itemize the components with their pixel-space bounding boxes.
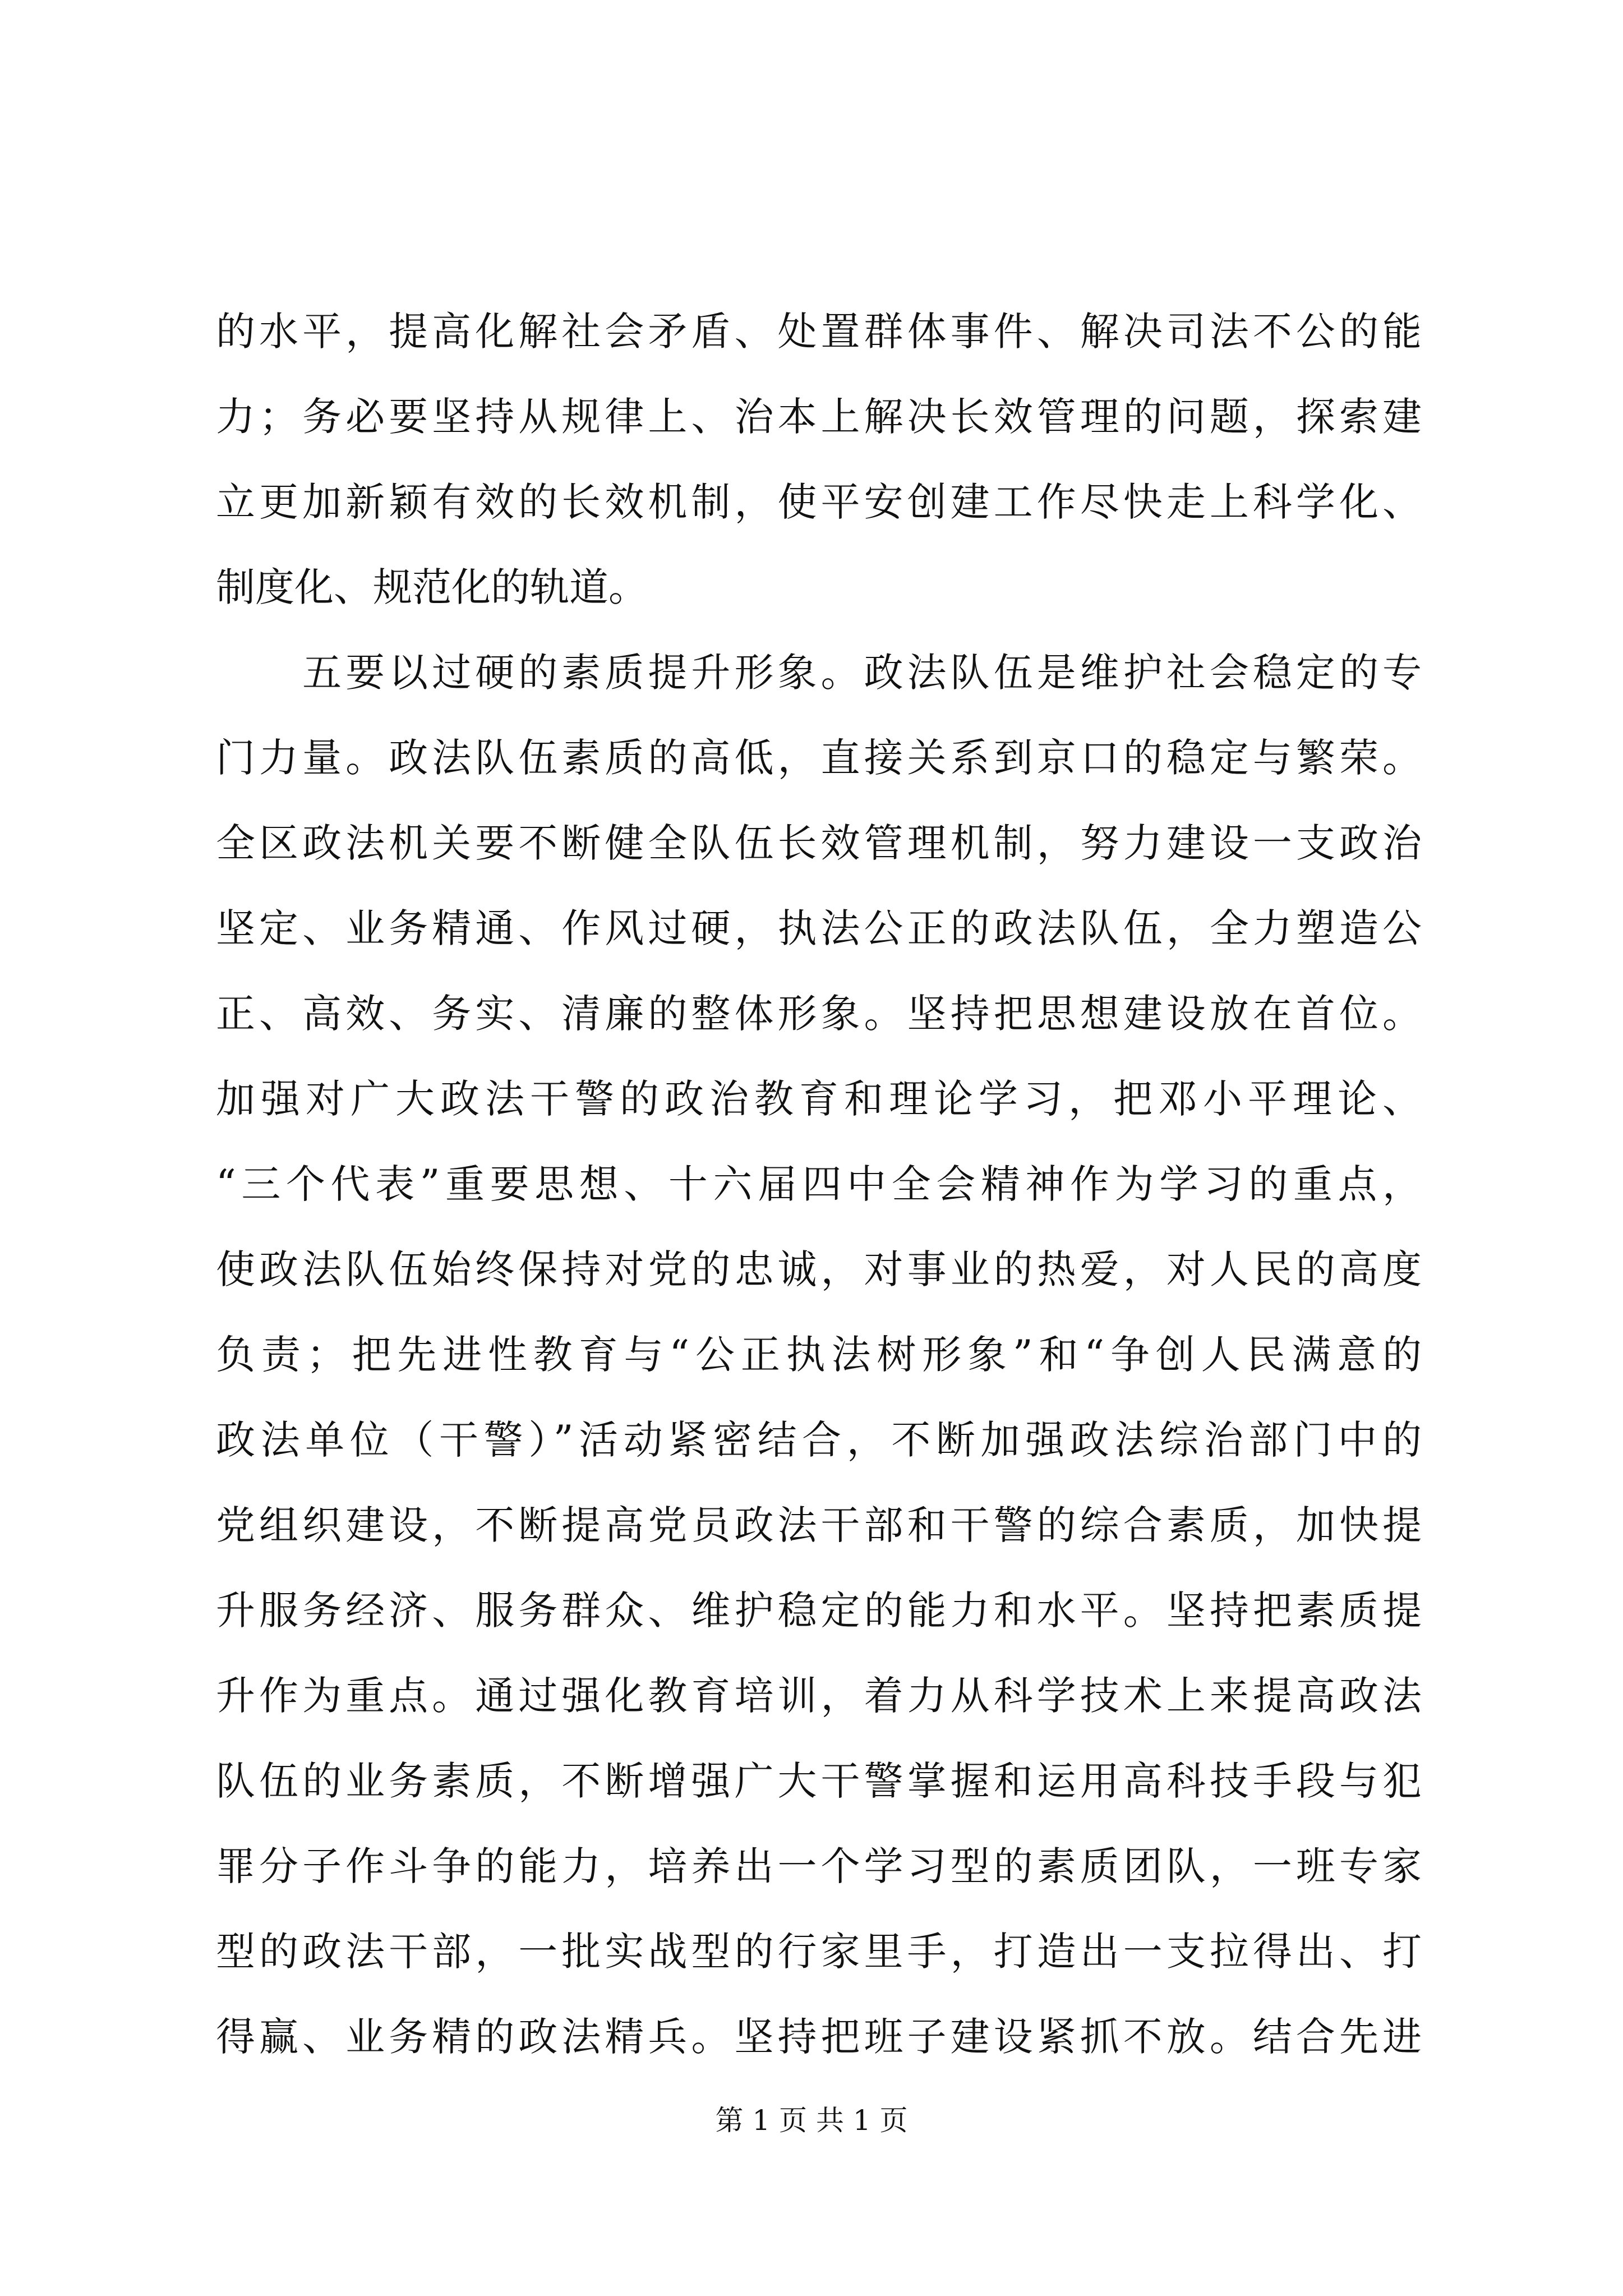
text-line: 门力量。政法队伍素质的高低，直接关系到京口的稳定与繁荣。 [216, 735, 1422, 781]
body-text [216, 289, 1422, 2079]
text-line: 制度化、规范化的轨道。 [216, 564, 648, 610]
text-line: 政法单位（干警）”活动紧密结合，不断加强政法综治部门中的 [216, 1417, 1422, 1463]
text-line: 负责；把先进性教育与“公正执法树形象”和“争创人民满意的 [216, 1332, 1422, 1378]
text-line: 罪分子作斗争的能力，培养出一个学习型的素质团队，一班专家 [216, 1843, 1422, 1889]
text-line: 加强对广大政法干警的政治教育和理论学习，把邓小平理论、 [216, 1076, 1422, 1122]
text-line: 队伍的业务素质，不断增强广大干警掌握和运用高科技手段与犯 [216, 1758, 1422, 1804]
text-line: 党组织建设，不断提高党员政法干部和干警的综合素质，加快提 [216, 1502, 1422, 1548]
text-line: 使政法队伍始终保持对党的忠诚，对事业的热爱，对人民的高度 [216, 1246, 1422, 1292]
text-line: 力；务必要坚持从规律上、治本上解决长效管理的问题，探索建 [216, 394, 1422, 440]
text-line: 升作为重点。通过强化教育培训，着力从科学技术上来提高政法 [216, 1673, 1422, 1719]
text-line: 升服务经济、服务群众、维护稳定的能力和水平。坚持把素质提 [216, 1588, 1422, 1634]
text-line: 型的政法干部，一批实战型的行家里手，打造出一支拉得出、打 [216, 1929, 1422, 1975]
text-line: 立更加新颖有效的长效机制，使平安创建工作尽快走上科学化、 [216, 479, 1422, 525]
text-line: 正、高效、务实、清廉的整体形象。坚持把思想建设放在首位。 [216, 991, 1422, 1037]
text-line: 坚定、业务精通、作风过硬，执法公正的政法队伍，全力塑造公 [216, 905, 1422, 951]
text-line: “三个代表”重要思想、十六届四中全会精神作为学习的重点， [216, 1161, 1422, 1207]
text-line: 的水平，提高化解社会矛盾、处置群体事件、解决司法不公的能 [216, 309, 1422, 355]
text-line: 得赢、业务精的政法精兵。坚持把班子建设紧抓不放。结合先进 [216, 2014, 1422, 2060]
text-line: 全区政法机关要不断健全队伍长效管理机制，努力建设一支政治 [216, 820, 1422, 866]
text-line: 五要以过硬的素质提升形象。政法队伍是维护社会稳定的专 [216, 650, 1422, 696]
page-number-footer: 第 1 页 共 1 页 [715, 2104, 908, 2137]
